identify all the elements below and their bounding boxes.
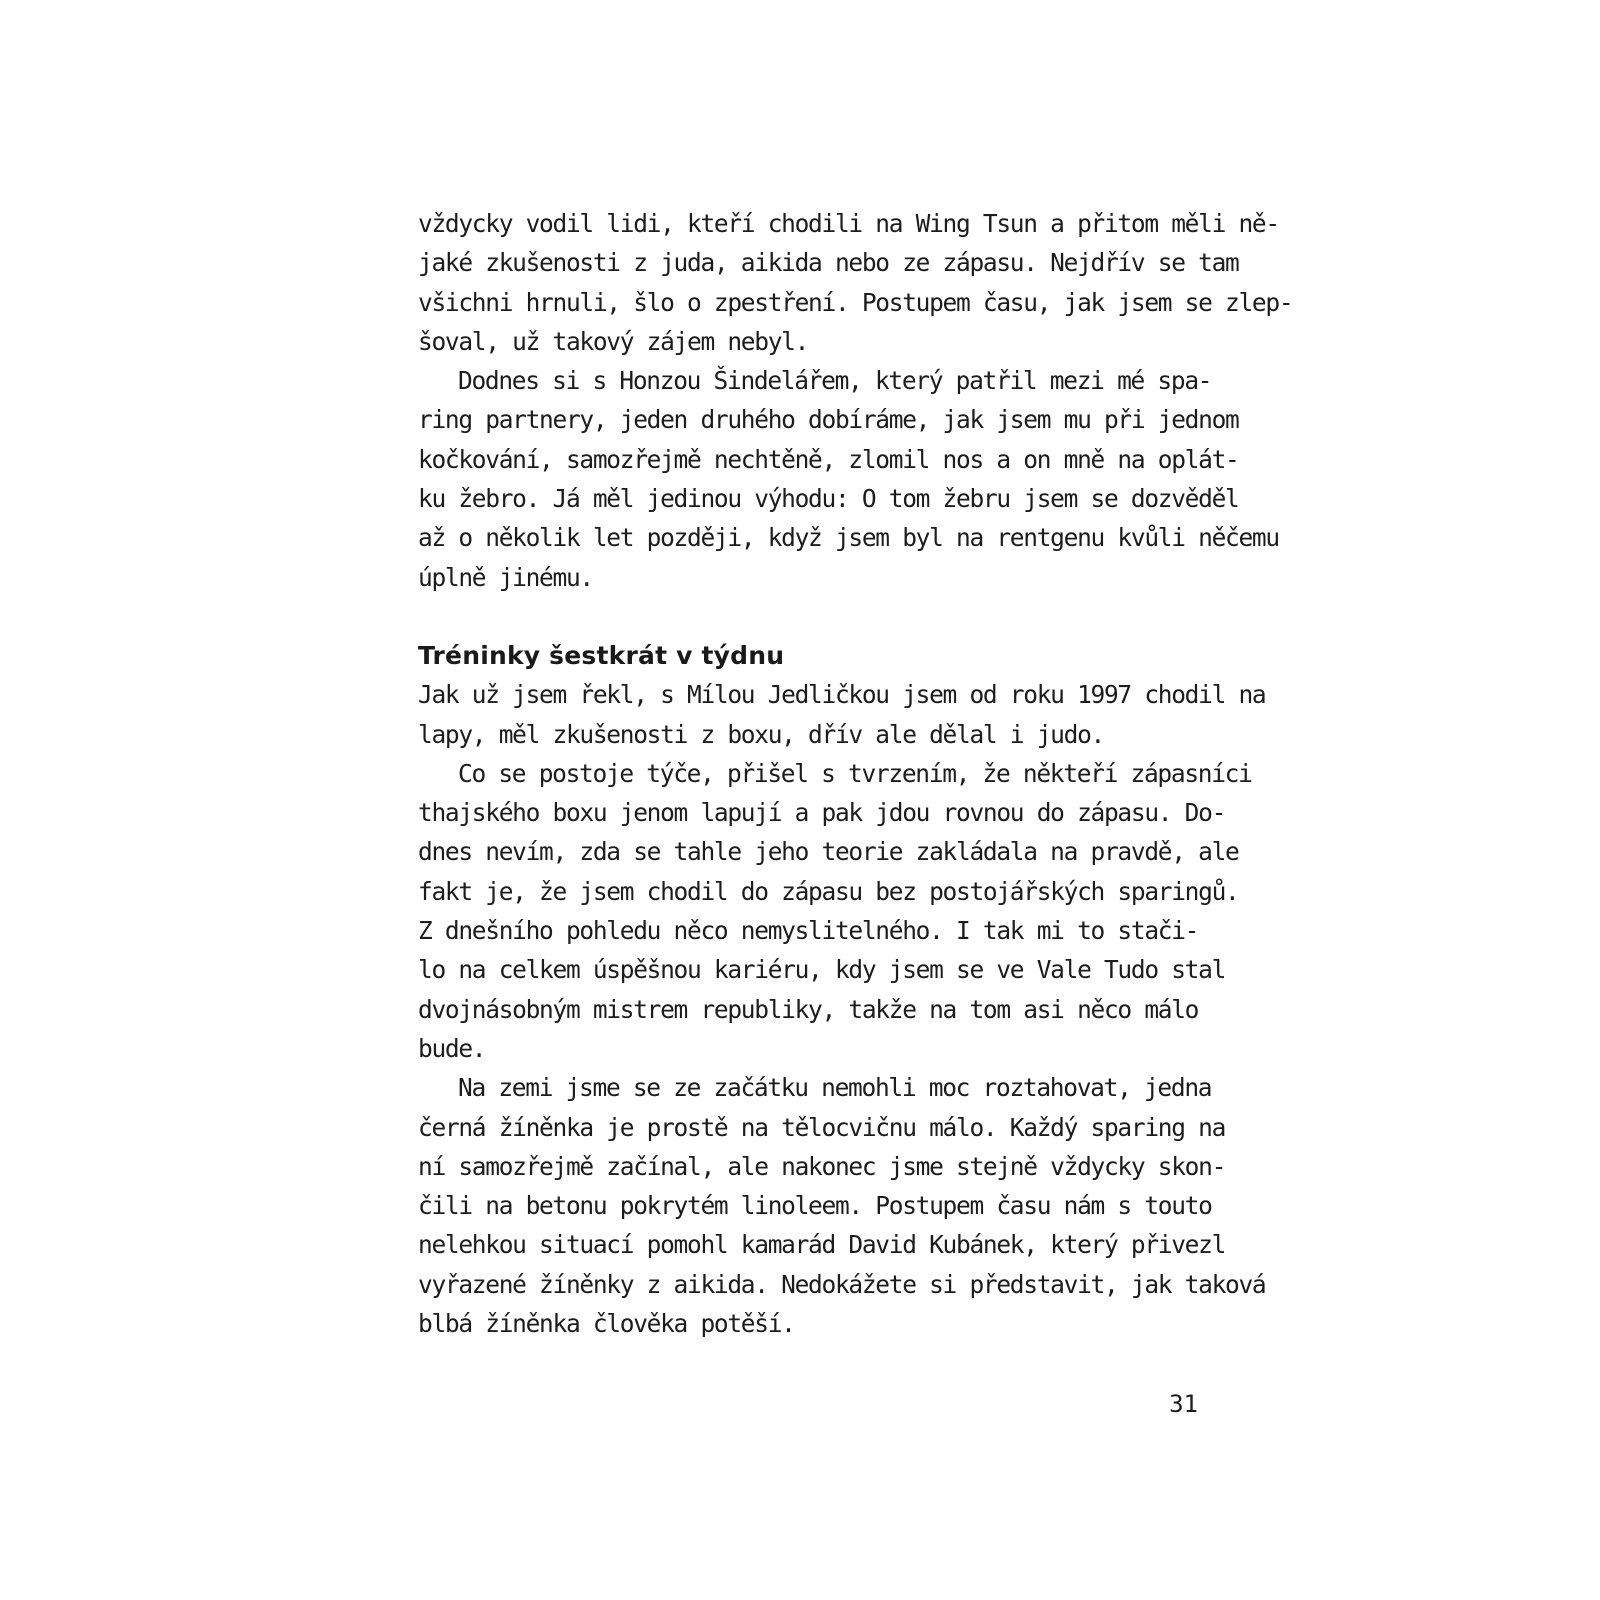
page-number: 31	[1169, 1390, 1198, 1418]
text-line: Z dnešního pohledu něco nemyslitelného. I tak mi to stači-	[418, 916, 1199, 946]
text-line: úplně jinému.	[418, 562, 593, 592]
text-line: černá žíněnka je prostě na tělocvičnu málo. Každý sparing na	[418, 1112, 1226, 1142]
text-line: Na zemi jsme se ze začátku nemohli moc roztahovat, jedna	[458, 1073, 1212, 1103]
text-line: ring partnery, jeden druhého dobíráme, jak jsem mu při jednom	[418, 405, 1239, 435]
body-text	[418, 204, 1293, 1343]
text-line: Jak už jsem řekl, s Mílou Jedličkou jsem od roku 1997 chodil na	[418, 680, 1266, 710]
text-line: dnes nevím, zda se tahle jeho teorie zakládala na pravdě, ale	[418, 837, 1239, 867]
text-line: dvojnásobným mistrem republiky, takže na tom asi něco málo	[418, 994, 1199, 1024]
text-line: thajského boxu jenom lapují a pak jdou rovnou do zápasu. Do-	[418, 798, 1226, 828]
text-line: lo na celkem úspěšnou kariéru, kdy jsem se ve Vale Tudo stal	[418, 955, 1226, 985]
text-line: ku žebro. Já měl jedinou výhodu: O tom žebru jsem se dozvěděl	[418, 484, 1239, 514]
text-line: nelehkou situací pomohl kamarád David Kubánek, který přivezl	[418, 1230, 1226, 1260]
text-line: vyřazené žíněnky z aikida. Nedokážete si představit, jak taková	[418, 1269, 1266, 1299]
text-line: fakt je, že jsem chodil do zápasu bez postojářských sparingů.	[418, 876, 1239, 906]
text-line: čili na betonu pokrytém linoleem. Postupem času nám s touto	[418, 1191, 1212, 1221]
text-line: bude.	[418, 1033, 486, 1063]
text-line: ní samozřejmě začínal, ale nakonec jsme stejně vždycky skon-	[418, 1151, 1226, 1181]
text-line: blbá žíněnka člověka potěší.	[418, 1309, 795, 1339]
text-line: vždycky vodil lidi, kteří chodili na Wing Tsun a přitom měli ně-	[418, 209, 1279, 238]
section-heading: Tréninky šestkrát v týdnu	[418, 640, 785, 670]
text-line: kočkování, samozřejmě nechtěně, zlomil nos a on mně na oplát-	[418, 444, 1239, 474]
text-line: šoval, už takový zájem nebyl.	[418, 326, 809, 356]
text-line: až o několik let později, když jsem byl na rentgenu kvůli něčemu	[418, 523, 1279, 553]
text-line: jaké zkušenosti z juda, aikida nebo ze zápasu. Nejdřív se tam	[418, 248, 1239, 278]
text-line: všichni hrnuli, šlo o zpestření. Postupem času, jak jsem se zlep-	[418, 287, 1293, 317]
text-line: lapy, měl zkušenosti z boxu, dřív ale dělal i judo.	[418, 719, 1104, 749]
text-line: Co se postoje týče, přišel s tvrzením, že někteří zápasníci	[458, 758, 1252, 788]
text-line: Dodnes si s Honzou Šindelářem, který patřil mezi mé spa-	[458, 366, 1212, 396]
